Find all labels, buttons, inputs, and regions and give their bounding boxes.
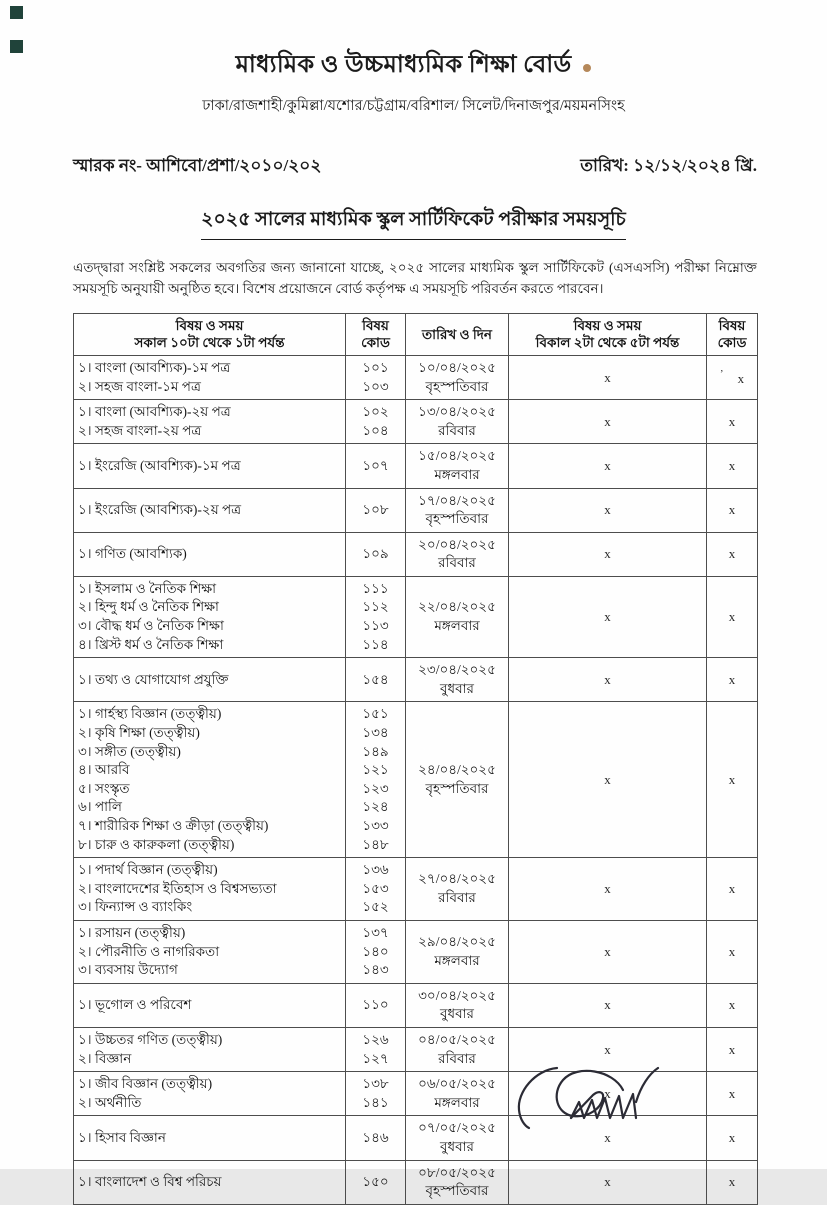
subject-label: ২। পৌরনীতি ও নাগরিকতা	[78, 943, 220, 959]
exam-day: রবিবার	[438, 422, 476, 438]
signature	[505, 1062, 675, 1162]
date-cell	[406, 1160, 509, 1204]
date-cell	[406, 488, 509, 532]
table-row	[74, 658, 758, 702]
subject-code: ১৩৮	[362, 1076, 389, 1092]
exam-day: মঙ্গলবার	[434, 1094, 480, 1110]
table-row	[74, 702, 758, 858]
afternoon-mark-cell: x	[509, 702, 707, 858]
subject-label: ২। হিন্দু ধর্ম ও নৈতিক শিক্ষা	[78, 599, 219, 615]
table-header	[74, 313, 758, 355]
subject-code: ১০৭	[362, 457, 389, 473]
subject-code: ১৪১	[362, 1094, 389, 1110]
subject-code: ১০২	[362, 404, 389, 420]
title-wrap	[0, 205, 827, 240]
subject-code: ১৩৭	[362, 924, 389, 940]
exam-day: মঙ্গলবার	[434, 466, 480, 482]
afternoon-code-mark-cell: x	[707, 920, 758, 983]
exam-day: বৃহস্পতিবার	[425, 511, 489, 527]
afternoon-mark-cell: x	[509, 1072, 707, 1116]
afternoon-code-mark-cell: x	[707, 1072, 758, 1116]
subject-label: ১। গার্হস্থ্য বিজ্ঞান (তত্ত্বীয়)	[78, 706, 222, 722]
seal-dot-icon	[583, 64, 591, 72]
afternoon-mark-cell: x	[509, 983, 707, 1027]
header-afternoon-subject: বিষয় ও সময় বিকাল ২টা থেকে ৫টা পর্যন্ত	[509, 313, 707, 355]
subject-label: ১। তথ্য ও যোগাযোগ প্রযুক্তি	[78, 671, 229, 687]
table-header-row	[74, 313, 758, 355]
subject-code-cell	[346, 1072, 406, 1116]
subject-code: ১৩৬	[362, 862, 389, 878]
document-header	[0, 0, 827, 119]
subject-code: ১৪৮	[362, 836, 389, 852]
subject-code: ১১০	[362, 997, 389, 1013]
subject-label: ১। জীব বিজ্ঞান (তত্ত্বীয়)	[78, 1076, 213, 1092]
table-row	[74, 532, 758, 576]
exam-date: ২৪/০৪/২০২৫	[418, 762, 496, 778]
subject-cell	[74, 1116, 346, 1160]
subject-code-cell	[346, 1027, 406, 1071]
subject-label: ১। পদার্থ বিজ্ঞান (তত্ত্বীয়)	[78, 862, 218, 878]
subject-cell	[74, 488, 346, 532]
subject-cell	[74, 355, 346, 399]
table-row	[74, 983, 758, 1027]
exam-day: মঙ্গলবার	[434, 952, 480, 968]
subject-code: ১৫২	[362, 899, 389, 915]
subject-label: ৩। সঙ্গীত (তত্ত্বীয়)	[78, 743, 181, 759]
subject-label: ১। হিসাব বিজ্ঞান	[78, 1129, 166, 1145]
exam-day: রবিবার	[438, 555, 476, 571]
subject-code-cell	[346, 1116, 406, 1160]
subject-label: ১। ভূগোল ও পরিবেশ	[78, 997, 192, 1013]
subject-label: ১। রসায়ন (তত্ত্বীয়)	[78, 924, 186, 940]
subject-code: ১১২	[362, 599, 389, 615]
subject-label: ১। ইংরেজি (আবশ্যিক)-২য় পত্র	[78, 501, 242, 517]
exam-date: ২৭/০৪/২০২৫	[418, 871, 496, 887]
subject-label: ৪। আরবি	[78, 762, 130, 778]
afternoon-code-mark-cell: x	[707, 488, 758, 532]
afternoon-code-mark-cell: x	[707, 983, 758, 1027]
date-cell	[406, 702, 509, 858]
subject-label: ১। ইসলাম ও নৈতিক শিক্ষা	[78, 580, 217, 596]
subject-label: ১। বাংলা (আবশ্যিক)-২য় পত্র	[78, 404, 231, 420]
subject-code: ১৪৩	[362, 962, 389, 978]
afternoon-mark-cell: x	[509, 400, 707, 444]
subject-code-cell	[346, 400, 406, 444]
subject-code-cell	[346, 702, 406, 858]
date-cell	[406, 658, 509, 702]
subject-label: ৪। খ্রিস্ট ধর্ম ও নৈতিক শিক্ষা	[78, 636, 224, 652]
subject-label: ২। বিজ্ঞান	[78, 1050, 132, 1066]
subject-code: ১৩৩	[362, 818, 389, 833]
subject-label: ১। উচ্চতর গণিত (তত্ত্বীয়)	[78, 1031, 223, 1047]
subject-code: ১১১	[362, 580, 389, 596]
subject-code: ১২৭	[362, 1050, 389, 1066]
afternoon-mark-cell: x	[509, 658, 707, 702]
exam-date: ২০/০৪/২০২৫	[418, 536, 496, 552]
subject-code: ১৩৪	[362, 725, 389, 741]
subject-cell	[74, 1160, 346, 1204]
afternoon-mark-cell: x	[509, 576, 707, 657]
board-name: মাধ্যমিক ও উচ্চমাধ্যমিক শিক্ষা বোর্ড	[235, 52, 572, 78]
table-row	[74, 920, 758, 983]
afternoon-mark-cell: x	[509, 920, 707, 983]
subject-code: ১৫৪	[362, 671, 389, 687]
subject-code: ১২১	[362, 762, 389, 778]
date-cell	[406, 576, 509, 657]
exam-date: ২২/০৪/২০২৫	[418, 599, 496, 615]
subject-label: ১। গণিত (আবশ্যিক)	[78, 545, 187, 561]
afternoon-mark-cell: x	[509, 858, 707, 921]
exam-date: ০৮/০৫/২০২৫	[418, 1164, 496, 1180]
exam-day: বৃহস্পতিবার	[425, 1183, 489, 1199]
exam-date: ১৭/০৪/২০২৫	[418, 492, 496, 508]
header-morning-subject: বিষয় ও সময় সকাল ১০টা থেকে ১টা পর্যন্ত	[74, 313, 346, 355]
subject-label: ৫। সংস্কৃত	[78, 780, 130, 796]
board-regions: ঢাকা/রাজশাহী/কুমিল্লা/যশোর/চট্টগ্রাম/বরিশাল/ সিলেট/দিনাজপুর/ময়মনসিংহ	[202, 98, 625, 114]
header-subject-code: বিষয় কোড	[346, 313, 406, 355]
page-title: ২০২৫ সালের মাধ্যমিক স্কুল সার্টিফিকেট পরীক্ষার সময়সূচি	[201, 205, 626, 240]
date-cell	[406, 1072, 509, 1116]
afternoon-code-mark-cell: x	[707, 1027, 758, 1071]
date-cell	[406, 1116, 509, 1160]
subject-code-cell	[346, 444, 406, 488]
exam-day: বৃহস্পতিবার	[425, 378, 489, 394]
afternoon-mark-cell: x	[509, 444, 707, 488]
exam-date: ৩০/০৪/২০২৫	[418, 987, 496, 1003]
subject-code: ১৫০	[362, 1173, 389, 1189]
header-date-day: তারিখ ও দিন	[406, 313, 509, 355]
exam-day: মঙ্গলবার	[434, 618, 480, 634]
afternoon-mark-cell: x	[509, 1027, 707, 1071]
exam-date: ২৩/০৪/২০২৫	[418, 662, 496, 678]
subject-code-cell	[346, 576, 406, 657]
subject-code-cell	[346, 355, 406, 399]
subject-code: ১২৩	[362, 780, 389, 796]
subject-label: ২। সহজ বাংলা-১ম পত্র	[78, 378, 201, 394]
stray-mark: ’	[719, 368, 724, 381]
subject-code: ১৫১	[362, 706, 389, 722]
exam-date: ০৭/০৫/২০২৫	[418, 1120, 496, 1136]
subject-label: ২। কৃষি শিক্ষা (তত্ত্বীয়)	[78, 725, 200, 741]
subject-label: ১। বাংলাদেশ ও বিশ্ব পরিচয়	[78, 1173, 222, 1189]
date-cell	[406, 858, 509, 921]
subject-code-cell	[346, 488, 406, 532]
subject-label: ৩। বৌদ্ধ ধর্ম ও নৈতিক শিক্ষা	[78, 618, 224, 634]
subject-cell	[74, 702, 346, 858]
memo-number: স্মারক নং- আশিবো/প্রশা/২০১০/২০২	[73, 156, 322, 175]
subject-cell	[74, 983, 346, 1027]
afternoon-code-mark-cell: x	[707, 400, 758, 444]
subject-cell	[74, 920, 346, 983]
subject-code: ১২৬	[362, 1031, 389, 1047]
subject-code-cell	[346, 983, 406, 1027]
afternoon-code-mark-cell: x	[707, 702, 758, 858]
subject-code: ১২৪	[362, 799, 389, 815]
exam-day: বুধবার	[440, 1006, 474, 1022]
afternoon-mark-cell: x	[509, 488, 707, 532]
afternoon-code-mark-cell: x	[707, 576, 758, 657]
intro-paragraph: এতদ্দ্বারা সংশ্লিষ্ট সকলের অবগতির জন্য জানানো যাচ্ছে, ২০২৫ সালের মাধ্যমিক স্কুল সার্টিফিকেট (এসএসসি) পরীক্ষা নিম্নোক্ত সময়সূচি অনুযায়ী অনুষ্ঠিত হবে। বিশেষ প্রয়োজনে বোর্ড কর্তৃপক্ষ এ সময়সূচি পরিবর্তন করতে পারবেন।	[73, 260, 757, 297]
subject-code-cell	[346, 1160, 406, 1204]
subject-code-cell	[346, 920, 406, 983]
subject-code-cell	[346, 532, 406, 576]
exam-date: ১০/০৪/২০২৫	[418, 359, 496, 375]
corner-mark	[10, 40, 23, 53]
subject-cell	[74, 444, 346, 488]
subject-code: ১৪০	[362, 943, 389, 959]
corner-mark	[10, 6, 23, 19]
subject-label: ২। অর্থনীতি	[78, 1094, 142, 1110]
subject-cell	[74, 1027, 346, 1071]
header-afternoon-code: বিষয় কোড	[707, 313, 758, 355]
subject-code: ১০৩	[362, 378, 389, 394]
subject-label: ২। বাংলাদেশের ইতিহাস ও বিশ্বসভ্যতা	[78, 880, 277, 896]
subject-cell	[74, 400, 346, 444]
subject-code: ১৫৩	[362, 880, 389, 896]
subject-code: ১০১	[362, 359, 389, 375]
afternoon-mark-cell: x	[509, 355, 707, 399]
memo-row	[73, 153, 757, 181]
exam-day: রবিবার	[438, 1050, 476, 1066]
afternoon-code-mark-cell: ’ x	[707, 355, 758, 399]
table-row	[74, 400, 758, 444]
exam-day: বুধবার	[440, 1138, 474, 1154]
afternoon-code-mark-cell: x	[707, 858, 758, 921]
subject-label: ৩। ফিন্যান্স ও ব্যাংকিং	[78, 899, 193, 915]
date-cell	[406, 355, 509, 399]
subject-label: ৬। পালি	[78, 799, 122, 815]
date-cell	[406, 444, 509, 488]
afternoon-code-mark-cell: x	[707, 658, 758, 702]
table-row	[74, 1160, 758, 1204]
exam-day: বৃহস্পতিবার	[425, 780, 489, 796]
exam-date: ১৩/০৪/২০২৫	[418, 404, 496, 420]
afternoon-code-mark-cell: x	[707, 1160, 758, 1204]
subject-cell	[74, 1072, 346, 1116]
subject-label: ৮। চারু ও কারুকলা (তত্ত্বীয়)	[78, 836, 235, 852]
subject-code: ১০৪	[362, 422, 389, 438]
exam-day: বুধবার	[440, 680, 474, 696]
subject-cell	[74, 858, 346, 921]
table-row	[74, 355, 758, 399]
subject-code: ১০৮	[362, 501, 389, 517]
subject-cell	[74, 576, 346, 657]
afternoon-mark-cell: x	[509, 1160, 707, 1204]
date-cell	[406, 400, 509, 444]
subject-label: ৭। শারীরিক শিক্ষা ও ক্রীড়া (তত্ত্বীয়)	[78, 818, 269, 833]
afternoon-mark-cell: x	[509, 532, 707, 576]
subject-code: ১৪৯	[362, 743, 389, 759]
subject-code: ১০৯	[362, 545, 389, 561]
date-cell	[406, 983, 509, 1027]
table-row	[74, 488, 758, 532]
subject-label: ১। বাংলা (আবশ্যিক)-১ম পত্র	[78, 359, 231, 375]
exam-day: রবিবার	[438, 890, 476, 906]
exam-date: ১৫/০৪/২০২৫	[418, 448, 496, 464]
subject-label: ২। সহজ বাংলা-২য় পত্র	[78, 422, 202, 438]
subject-label: ৩। ব্যবসায় উদ্যোগ	[78, 962, 178, 978]
subject-code: ১৪৬	[362, 1129, 389, 1145]
subject-code: ১১৩	[362, 618, 389, 634]
exam-date: ২৯/০৪/২০২৫	[418, 934, 496, 950]
date-cell	[406, 532, 509, 576]
subject-label: ১। ইংরেজি (আবশ্যিক)-১ম পত্র	[78, 457, 241, 473]
exam-date: ০৪/০৫/২০২৫	[418, 1031, 496, 1047]
subject-code-cell	[346, 658, 406, 702]
date-cell	[406, 920, 509, 983]
table-row	[74, 858, 758, 921]
date-cell	[406, 1027, 509, 1071]
table-row	[74, 444, 758, 488]
subject-code: ১১৪	[362, 636, 389, 652]
subject-code-cell	[346, 858, 406, 921]
subject-cell	[74, 658, 346, 702]
subject-cell	[74, 532, 346, 576]
afternoon-mark-cell: x	[509, 1116, 707, 1160]
exam-date: ০৬/০৫/২০২৫	[418, 1076, 496, 1092]
table-row	[74, 576, 758, 657]
afternoon-code-mark-cell: x	[707, 1116, 758, 1160]
memo-date: তারিখ: ১২/১২/২০২৪ খ্রি.	[580, 156, 757, 175]
afternoon-code-mark-cell: x	[707, 532, 758, 576]
afternoon-code-mark-cell: x	[707, 444, 758, 488]
